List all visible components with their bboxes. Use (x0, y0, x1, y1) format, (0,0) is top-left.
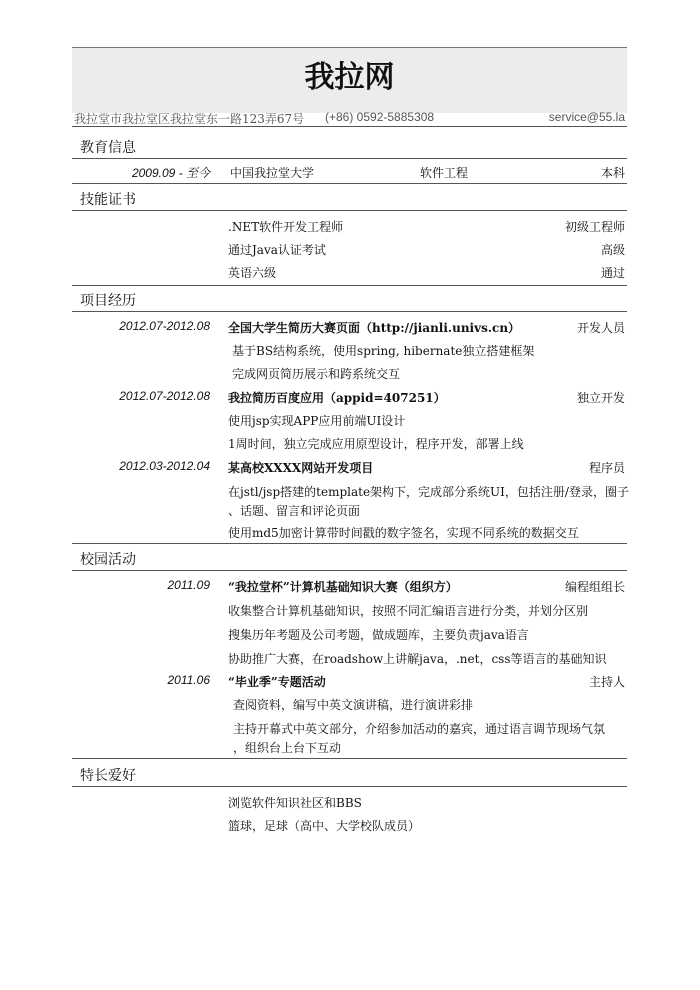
project-role: 程序员 (588, 461, 625, 475)
phone: (+86) 0592-5885308 (325, 110, 435, 124)
activity-role: 主持人 (588, 675, 625, 689)
skill-name: .NET软件开发工程师 (228, 220, 344, 234)
section-title-skills: 技能证书 (80, 192, 136, 208)
education-degree: 本科 (600, 166, 625, 180)
project-date: 2012.07-2012.08 (119, 389, 210, 403)
activity-detail: 搜集历年考题及公司考题，做成题库，主要负责java语言 (228, 628, 529, 642)
project-name: 全国大学生简历大赛页面（http://jianli.univs.cn） (228, 321, 521, 335)
divider (72, 311, 627, 312)
divider (72, 285, 627, 286)
project-detail: 、话题、留言和评论页面 (228, 504, 361, 518)
section-title-education: 教育信息 (80, 140, 136, 156)
activity-name: “毕业季”专题活动 (228, 675, 326, 689)
section-title-projects: 项目经历 (80, 293, 136, 309)
project-date: 2012.03-2012.04 (119, 459, 210, 473)
resume-header (72, 47, 627, 113)
skill-level: 通过 (600, 266, 625, 280)
project-detail: 1周时间，独立完成应用原型设计，程序开发，部署上线 (228, 437, 524, 451)
project-date: 2012.07-2012.08 (119, 319, 210, 333)
project-role: 独立开发 (576, 391, 625, 405)
divider (72, 758, 627, 759)
skill-name: 英语六级 (228, 266, 277, 280)
project-detail: 完成网页简历展示和跨系统交互 (232, 367, 401, 381)
skill-name: 通过Java认证考试 (228, 243, 326, 257)
divider (72, 570, 627, 571)
activity-date: 2011.09 (167, 578, 210, 592)
project-name: 我拉简历百度应用（appid=407251） (228, 391, 446, 405)
skill-level: 初级工程师 (564, 220, 625, 234)
resume-name: 我拉网 (304, 60, 395, 95)
divider (72, 183, 627, 184)
divider (72, 158, 627, 159)
skill-level: 高级 (600, 243, 625, 257)
activity-detail: 主持开幕式中英文部分，介绍参加活动的嘉宾，通过语言调节现场气氛 (233, 722, 606, 736)
divider (72, 210, 627, 211)
address: 我拉堂市我拉堂区我拉堂东一路123弄67号 (74, 112, 305, 126)
project-name: 某高校XXXX网站开发项目 (228, 461, 374, 475)
activity-role: 编程组组长 (564, 580, 625, 594)
hobby-item: 篮球，足球（高中、大学校队成员） (228, 819, 421, 833)
divider (72, 126, 627, 127)
email: service@55.la (548, 110, 625, 124)
project-detail: 使用md5加密计算带时间戳的数字签名，实现不同系统的数据交互 (228, 526, 579, 540)
activity-date: 2011.06 (167, 673, 210, 687)
education-date: 2009.09 - 至今 (131, 166, 210, 180)
activity-name: “我拉堂杯”计算机基础知识大赛（组织方） (228, 580, 458, 594)
section-title-hobbies: 特长爱好 (80, 768, 136, 784)
section-title-campus: 校园活动 (80, 552, 136, 568)
divider (72, 786, 627, 787)
project-role: 开发人员 (576, 321, 625, 335)
hobby-item: 浏览软件知识社区和BBS (228, 796, 362, 810)
activity-detail: 查阅资料，编写中英文演讲稿，进行演讲彩排 (233, 698, 474, 712)
activity-detail: ，组织台上台下互动 (233, 741, 342, 755)
divider (72, 543, 627, 544)
education-major: 软件工程 (420, 166, 469, 180)
activity-detail: 协助推广大赛，在roadshow上讲解java，.net，css等语言的基础知识 (228, 652, 607, 666)
activity-detail: 收集整合计算机基础知识，按照不同汇编语言进行分类，并划分区别 (228, 604, 589, 618)
project-detail: 在jstl/jsp搭建的template架构下，完成部分系统UI，包括注册/登录，圈子 (228, 485, 629, 499)
project-detail: 使用jsp实现APP应用前端UI设计 (228, 414, 406, 428)
education-school: 中国我拉堂大学 (230, 166, 315, 180)
project-detail: 基于BS结构系统，使用spring, hibernate独立搭建框架 (232, 344, 535, 358)
